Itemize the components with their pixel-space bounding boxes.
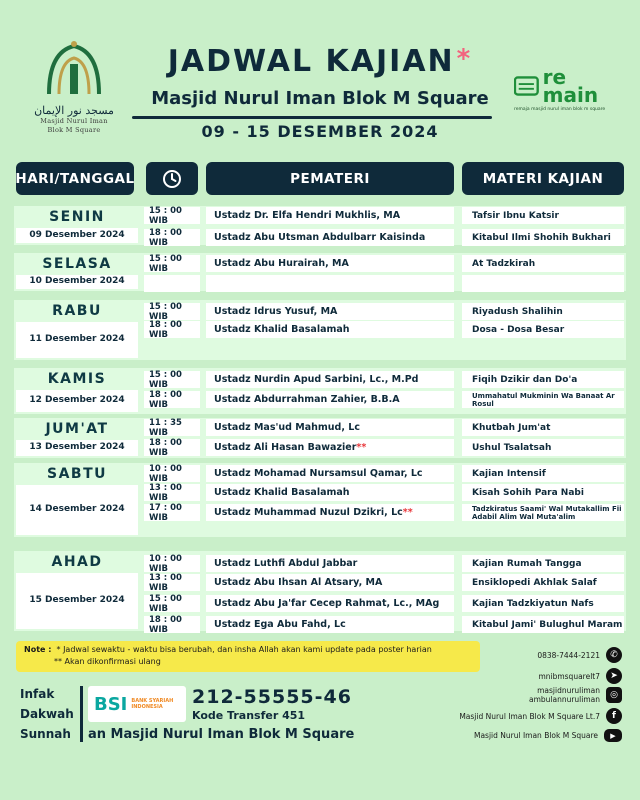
- session-topic: Kajian Tadzkiyatun Nafs: [462, 595, 624, 612]
- social-facebook[interactable]: [459, 708, 622, 724]
- session-topic: Ushul Tsalatsah: [462, 439, 624, 456]
- note-label: Note :: [24, 645, 52, 654]
- speaker-name: Ustadz Ali Hasan Bawazier: [214, 442, 357, 453]
- session-time: 15 : 00 WIB: [144, 207, 200, 224]
- session-topic: Kitabul Ilmi Shohih Bukhari: [462, 229, 624, 246]
- note-line-1: * Jadwal sewaktu - waktu bisa berubah, dan insha Allah akan kami update pada poster harian: [56, 645, 432, 654]
- session-topic: Tafsir Ibnu Katsir: [462, 207, 624, 224]
- session-speaker: [206, 439, 454, 456]
- remain-wordmark: re main: [542, 65, 599, 107]
- instagram-handle-1: masjidnuruliman: [537, 686, 600, 695]
- footer-divider: [80, 686, 83, 742]
- title-divider: [132, 116, 492, 119]
- day-date: 13 Desember 2024: [29, 442, 125, 452]
- telegram-icon: ➤: [606, 668, 622, 684]
- session-topic: Kitabul Jami' Bulughul Maram: [462, 616, 624, 633]
- session-topic: Kajian Rumah Tangga: [462, 555, 624, 572]
- clock-icon: [162, 169, 182, 189]
- session-speaker: [206, 595, 454, 612]
- day-name: RABU: [52, 303, 102, 319]
- title-text: JADWAL KAJIAN: [167, 44, 455, 79]
- session-time: 18 : 00 WIB: [144, 616, 200, 633]
- day-date: 11 Desember 2024: [29, 334, 125, 344]
- mosque-emblem-icon: [39, 38, 109, 100]
- transfer-code: Kode Transfer 451: [192, 709, 306, 722]
- account-name: an Masjid Nurul Iman Blok M Square: [88, 727, 355, 742]
- masjid-logo: [24, 38, 124, 138]
- day-name: JUM'AT: [45, 421, 109, 437]
- logo-line-1: Masjid Nurul Iman: [40, 117, 108, 125]
- col-header-day: HARI/TANGGAL: [16, 162, 134, 195]
- session-speaker: [206, 484, 454, 501]
- session-speaker: [206, 616, 454, 633]
- session-topic: Kajian Intensif: [462, 465, 624, 482]
- date-range: 09 - 15 DESEMBER 2024: [201, 122, 439, 141]
- session-time: 10 : 00 WIB: [144, 555, 200, 572]
- session-time: 18 : 00 WIB: [144, 229, 200, 246]
- session-speaker: [206, 207, 454, 224]
- speaker-name: Ustadz Idrus Yusuf, MA: [214, 306, 338, 317]
- instagram-icon: ◎: [606, 687, 622, 703]
- confirm-mark: **: [402, 507, 413, 518]
- speaker-name: Ustadz Abdurrahman Zahier, B.B.A: [214, 394, 400, 405]
- session-time: 11 : 35 WIB: [144, 419, 200, 436]
- whatsapp-number: 0838-7444-2121: [537, 650, 600, 660]
- remain-logo: [514, 65, 624, 112]
- session-topic: Tadzkiratus Saami' Wal Mutakallim Fii Adabil Alim Wal Muta'alim: [462, 504, 624, 521]
- note-line-2: ** Akan dikonfirmasi ulang: [54, 657, 161, 666]
- session-speaker: [206, 255, 454, 272]
- empty-cell: [206, 275, 454, 292]
- session-topic: Ummahatul Mukminin Wa Banaat Ar Rosul: [462, 391, 624, 408]
- speaker-name: Ustadz Khalid Basalamah: [214, 487, 350, 498]
- session-time: 15 : 00 WIB: [144, 371, 200, 388]
- bank-name: BANK SYARIAH INDONESIA: [131, 698, 174, 710]
- session-time: 18 : 00 WIB: [144, 391, 200, 408]
- confirm-mark: **: [356, 442, 367, 453]
- day-date: 15 Desember 2024: [29, 595, 125, 605]
- note-box: [16, 641, 480, 672]
- speaker-name: Ustadz Abu Utsman Abdulbarr Kaisinda: [214, 232, 426, 243]
- session-topic: Khutbah Jum'at: [462, 419, 624, 436]
- speaker-name: Ustadz Mohamad Nursamsul Qamar, Lc: [214, 468, 423, 479]
- facebook-icon: f: [606, 708, 622, 724]
- session-speaker: [206, 465, 454, 482]
- speaker-name: Ustadz Ega Abu Fahd, Lc: [214, 619, 346, 630]
- day-name: KAMIS: [47, 371, 107, 387]
- youtube-icon: ▶: [604, 729, 622, 742]
- social-whatsapp[interactable]: [537, 647, 622, 663]
- remain-tagline: remaja masjid nurul iman blok m square: [514, 107, 606, 112]
- day-name: SENIN: [49, 209, 105, 225]
- speaker-name: Ustadz Abu Ihsan Al Atsary, MA: [214, 577, 383, 588]
- day-date: 14 Desember 2024: [29, 504, 125, 514]
- account-number: 212-55555-46: [192, 686, 352, 708]
- session-time: 15 : 00 WIB: [144, 303, 200, 320]
- session-topic: Riyadush Shalihin: [462, 303, 624, 320]
- speaker-name: Ustadz Abu Ja'far Cecep Rahmat, Lc., MAg: [214, 598, 440, 609]
- empty-cell: [144, 275, 200, 292]
- session-speaker: [206, 321, 454, 338]
- bank-short: BSI: [94, 693, 128, 715]
- session-topic: Kisah Sohih Para Nabi: [462, 484, 624, 501]
- social-youtube[interactable]: [474, 729, 622, 742]
- session-time: 10 : 00 WIB: [144, 465, 200, 482]
- day-date: 09 Desember 2024: [29, 229, 125, 240]
- empty-cell: [462, 275, 624, 292]
- session-time: 15 : 00 WIB: [144, 255, 200, 272]
- session-topic: Dosa - Dosa Besar: [462, 321, 624, 338]
- day-date: 12 Desember 2024: [29, 395, 125, 405]
- col-header-time: [146, 162, 198, 195]
- session-speaker: [206, 419, 454, 436]
- col-header-topic: MATERI KAJIAN: [462, 162, 624, 195]
- speaker-name: Ustadz Abu Hurairah, MA: [214, 258, 349, 269]
- social-telegram[interactable]: [538, 668, 622, 684]
- session-speaker: [206, 574, 454, 591]
- session-time: 18 : 00 WIB: [144, 439, 200, 456]
- col-header-speaker: PEMATERI: [206, 162, 454, 195]
- facebook-page: Masjid Nurul Iman Blok M Square Lt.7: [459, 711, 600, 721]
- youtube-channel: Masjid Nurul Iman Blok M Square: [473, 731, 598, 740]
- social-instagram[interactable]: [529, 686, 622, 704]
- logo-arabic-text: مسجد نور الإيمان: [34, 104, 114, 117]
- bank-logo: [88, 686, 186, 722]
- instagram-handle-2: ambulannuruliman: [528, 695, 600, 704]
- footer-dakwah: Dakwah: [20, 707, 74, 721]
- day-name: SABTU: [46, 466, 107, 482]
- day-name: SELASA: [42, 256, 112, 272]
- session-topic: Ensiklopedi Akhlak Salaf: [462, 574, 624, 591]
- title-star: *: [456, 44, 473, 74]
- session-time: 13 : 00 WIB: [144, 484, 200, 501]
- session-speaker: [206, 303, 454, 320]
- speaker-name: Ustadz Nurdin Apud Sarbini, Lc., M.Pd: [214, 374, 419, 385]
- day-date: 10 Desember 2024: [29, 276, 125, 286]
- session-time: 18 : 00 WIB: [144, 321, 200, 338]
- session-speaker: [206, 371, 454, 388]
- day-name: AHAD: [51, 554, 103, 570]
- book-icon: [514, 75, 539, 97]
- page-subtitle: Masjid Nurul Iman Blok M Square: [151, 88, 489, 109]
- session-time: 15 : 00 WIB: [144, 595, 200, 612]
- session-speaker: [206, 391, 454, 408]
- session-time: 17 : 00 WIB: [144, 504, 200, 521]
- session-speaker: [206, 504, 454, 521]
- session-time: 13 : 00 WIB: [144, 574, 200, 591]
- footer-sunnah: Sunnah: [20, 727, 71, 741]
- session-topic: At Tadzkirah: [462, 255, 624, 272]
- speaker-name: Ustadz Muhammad Nuzul Dzikri, Lc: [214, 507, 403, 518]
- speaker-name: Ustadz Dr. Elfa Hendri Mukhlis, MA: [214, 210, 401, 221]
- session-speaker: [206, 229, 454, 246]
- footer-infak: Infak: [20, 687, 55, 701]
- telegram-handle: mnibmsquarelt7: [538, 671, 600, 681]
- page-title: [120, 44, 520, 79]
- speaker-name: Ustadz Mas'ud Mahmud, Lc: [214, 422, 360, 433]
- speaker-name: Ustadz Khalid Basalamah: [214, 324, 350, 335]
- whatsapp-icon: ✆: [606, 647, 622, 663]
- session-speaker: [206, 555, 454, 572]
- logo-line-2: Blok M Square: [47, 126, 101, 134]
- session-topic: Fiqih Dzikir dan Do'a: [462, 371, 624, 388]
- speaker-name: Ustadz Luthfi Abdul Jabbar: [214, 558, 358, 569]
